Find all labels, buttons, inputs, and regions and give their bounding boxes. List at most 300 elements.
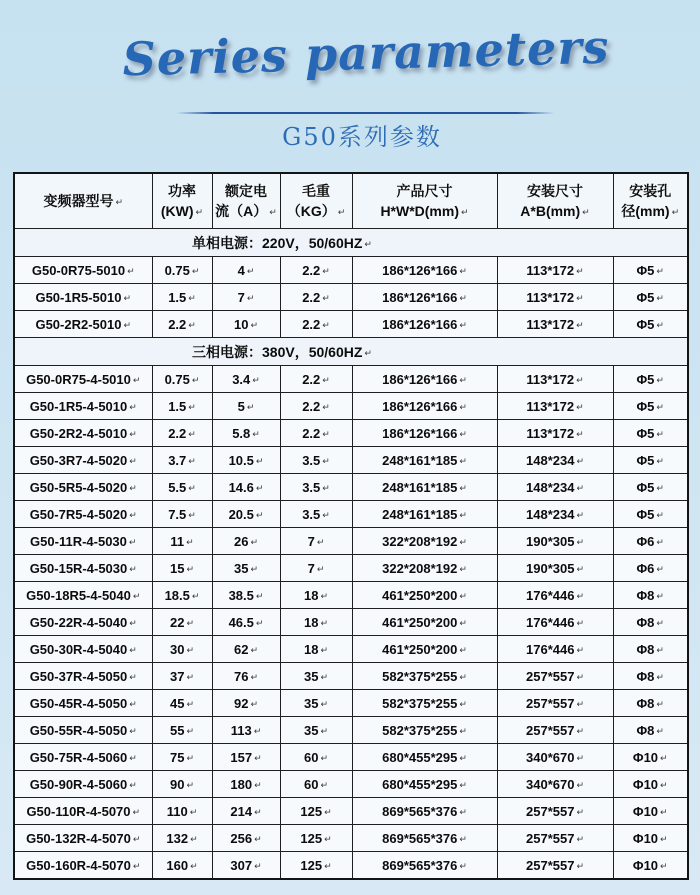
cell-text: 257*557: [526, 857, 575, 873]
cell-text: 15: [169, 560, 185, 576]
paragraph-mark: ↵: [115, 196, 124, 207]
cell-text: G50-37R-4-5050: [29, 668, 128, 684]
value-cell: [152, 744, 212, 771]
decorative-script-title: Series parameters: [121, 19, 611, 87]
cell-text: 186*126*166: [382, 398, 458, 414]
cell-text: 176*446: [526, 641, 575, 657]
cell-text: Φ10: [632, 749, 659, 765]
paragraph-mark: ↵: [254, 860, 262, 871]
cell-text: 148*234: [526, 479, 575, 495]
value-cell: [497, 663, 613, 690]
paragraph-mark: ↵: [320, 725, 328, 736]
value-cell: [613, 825, 688, 852]
paragraph-mark: ↵: [656, 292, 664, 303]
value-cell: [152, 717, 212, 744]
value-cell: [280, 257, 352, 284]
paragraph-mark: ↵: [252, 374, 260, 385]
model-cell: [14, 474, 152, 501]
paragraph-mark: ↵: [671, 207, 680, 217]
value-cell: [497, 717, 613, 744]
value-cell: [212, 825, 280, 852]
cell-text: 3.5: [302, 506, 321, 522]
model-cell: [14, 717, 152, 744]
paragraph-mark: ↵: [129, 617, 137, 628]
paragraph-mark: ↵: [320, 752, 328, 763]
paragraph-mark: ↵: [459, 428, 467, 439]
paragraph-mark: ↵: [660, 779, 668, 790]
paragraph-mark: ↵: [576, 265, 584, 276]
model-cell: [14, 257, 152, 284]
cell-text: 7: [237, 289, 245, 305]
paragraph-mark: ↵: [250, 698, 258, 709]
paragraph-mark: ↵: [364, 347, 372, 358]
paragraph-mark: ↵: [576, 860, 584, 871]
cell-text: 257*557: [526, 668, 575, 684]
cell-text: G50-0R75-5010: [31, 262, 126, 278]
paragraph-mark: ↵: [195, 207, 204, 217]
table-row: [14, 663, 688, 690]
cell-text: 18: [303, 641, 319, 657]
value-cell: [613, 366, 688, 393]
value-cell: [613, 555, 688, 582]
cell-text: 248*161*185: [382, 479, 458, 495]
paragraph-mark: ↵: [656, 374, 664, 385]
value-cell: [212, 771, 280, 798]
paragraph-mark: ↵: [576, 833, 584, 844]
cell-text: Φ5: [636, 371, 655, 387]
cell-text: 62: [233, 641, 249, 657]
value-cell: [613, 663, 688, 690]
value-cell: [613, 690, 688, 717]
paragraph-mark: ↵: [186, 779, 194, 790]
value-cell: [152, 825, 212, 852]
cell-text: G50-1R5-4-5010: [29, 398, 128, 414]
value-cell: [280, 447, 352, 474]
value-cell: [352, 257, 497, 284]
value-cell: [613, 717, 688, 744]
cell-text: 186*126*166: [382, 289, 458, 305]
paragraph-mark: ↵: [576, 374, 584, 385]
value-cell: [352, 311, 497, 338]
paragraph-mark: ↵: [129, 401, 137, 412]
spec-table-header: [14, 173, 688, 229]
cell-text: 113*172: [526, 262, 575, 278]
paragraph-mark: ↵: [129, 779, 137, 790]
value-cell: [280, 717, 352, 744]
paragraph-mark: ↵: [656, 401, 664, 412]
cell-text: 0.75: [164, 262, 190, 278]
cell-text: 113*172: [526, 398, 575, 414]
value-cell: [352, 393, 497, 420]
paragraph-mark: ↵: [576, 590, 584, 601]
cell-text: 76: [233, 668, 249, 684]
cell-text: 18: [303, 614, 319, 630]
value-cell: [352, 852, 497, 880]
value-cell: [152, 393, 212, 420]
cell-text: Φ6: [636, 560, 655, 576]
cell-text: 2.2: [302, 316, 321, 332]
header-row: [14, 173, 688, 229]
cell-text: G50-5R5-4-5020: [29, 479, 128, 495]
paragraph-mark: ↵: [656, 482, 664, 493]
table-row: [14, 636, 688, 663]
cell-text: 45: [169, 695, 185, 711]
cell-text: Φ5: [636, 452, 655, 468]
value-cell: [152, 798, 212, 825]
value-cell: [212, 528, 280, 555]
cell-text: G50-1R5-5010: [35, 289, 122, 305]
value-cell: [497, 311, 613, 338]
value-cell: [497, 582, 613, 609]
value-cell: [497, 825, 613, 852]
value-cell: [280, 284, 352, 311]
cell-text: 18.5: [164, 587, 190, 603]
paragraph-mark: ↵: [459, 265, 467, 276]
value-cell: [497, 771, 613, 798]
col-header-power: 功率 (KW) ↵: [152, 173, 212, 229]
value-cell: [212, 501, 280, 528]
cell-text: 7: [307, 533, 315, 549]
cell-text: 20.5: [228, 506, 254, 522]
value-cell: [212, 447, 280, 474]
cell-text: G50-15R-4-5030: [29, 560, 128, 576]
cell-text: 340*670: [526, 776, 575, 792]
paragraph-mark: ↵: [576, 401, 584, 412]
value-cell: [280, 609, 352, 636]
cell-text: Φ5: [636, 262, 655, 278]
col-header-weight: 毛重 （KG） ↵: [280, 173, 352, 229]
cell-text: 248*161*185: [382, 452, 458, 468]
paragraph-mark: ↵: [186, 536, 194, 547]
cell-text: Φ8: [636, 695, 655, 711]
cell-text: G50-132R-4-5070: [26, 830, 131, 846]
paragraph-mark: ↵: [254, 752, 262, 763]
cell-text: 680*455*295: [382, 776, 458, 792]
value-cell: [152, 555, 212, 582]
paragraph-mark: ↵: [129, 455, 137, 466]
model-cell: [14, 555, 152, 582]
value-cell: [613, 257, 688, 284]
cell-text: 2.2: [302, 371, 321, 387]
table-row: [14, 257, 688, 284]
paragraph-mark: ↵: [459, 779, 467, 790]
cell-text: 2.2: [168, 425, 187, 441]
value-cell: [212, 663, 280, 690]
paragraph-mark: ↵: [320, 698, 328, 709]
paragraph-mark: ↵: [127, 265, 135, 276]
cell-text: 1.5: [168, 289, 187, 305]
cell-text: G50-30R-4-5040: [29, 641, 128, 657]
cell-text: 3.7: [168, 452, 187, 468]
value-cell: [497, 528, 613, 555]
cell-text: 214: [230, 803, 253, 819]
spec-table-body: [14, 229, 688, 880]
paragraph-mark: ↵: [132, 806, 141, 817]
value-cell: [613, 420, 688, 447]
cell-text: 5.5: [168, 479, 187, 495]
cell-text: 3.5: [302, 479, 321, 495]
cell-text: 2.2: [302, 398, 321, 414]
table-row: [14, 690, 688, 717]
value-cell: [152, 420, 212, 447]
value-cell: [497, 474, 613, 501]
cell-text: 75: [169, 749, 185, 765]
paragraph-mark: ↵: [250, 319, 258, 330]
value-cell: [212, 690, 280, 717]
paragraph-mark: ↵: [128, 536, 137, 547]
paragraph-mark: ↵: [459, 455, 467, 466]
table-row: [14, 447, 688, 474]
value-cell: [613, 798, 688, 825]
cell-text: 176*446: [526, 614, 575, 630]
cell-text: G50-3R7-4-5020: [29, 452, 128, 468]
value-cell: [613, 771, 688, 798]
paragraph-mark: ↵: [459, 401, 467, 412]
cell-text: Φ8: [636, 641, 655, 657]
paragraph-mark: ↵: [459, 671, 467, 682]
value-cell: [352, 609, 497, 636]
cell-text: G50-18R5-4-5040: [26, 587, 131, 603]
value-cell: [352, 528, 497, 555]
table-row: [14, 582, 688, 609]
col-header-current: 额定电 流（A） ↵: [212, 173, 280, 229]
value-cell: [212, 393, 280, 420]
cell-text: Φ10: [632, 803, 659, 819]
cell-text: 60: [303, 776, 319, 792]
value-cell: [497, 852, 613, 880]
paragraph-mark: ↵: [656, 725, 664, 736]
value-cell: [352, 771, 497, 798]
paragraph-mark: ↵: [191, 265, 200, 276]
paragraph-mark: ↵: [254, 833, 262, 844]
paragraph-mark: ↵: [246, 265, 255, 276]
value-cell: [497, 284, 613, 311]
table-row: [14, 555, 688, 582]
cell-text: 10.5: [228, 452, 254, 468]
cell-text: 582*375*255: [382, 722, 458, 738]
value-cell: [613, 528, 688, 555]
paragraph-mark: ↵: [459, 806, 467, 817]
paragraph-mark: ↵: [582, 207, 590, 217]
paragraph-mark: ↵: [322, 319, 330, 330]
model-cell: [14, 663, 152, 690]
paragraph-mark: ↵: [254, 806, 262, 817]
cell-text: G50-90R-4-5060: [29, 776, 128, 792]
paragraph-mark: ↵: [320, 671, 328, 682]
paragraph-mark: ↵: [459, 482, 467, 493]
paragraph-mark: ↵: [188, 401, 196, 412]
paragraph-mark: ↵: [461, 207, 469, 217]
paragraph-mark: ↵: [255, 617, 264, 628]
paragraph-mark: ↵: [316, 563, 325, 574]
cell-text: 148*234: [526, 452, 575, 468]
cell-text: 869*565*376: [382, 857, 458, 873]
paragraph-mark: ↵: [459, 319, 467, 330]
value-cell: [497, 555, 613, 582]
value-cell: [280, 636, 352, 663]
paragraph-mark: ↵: [322, 374, 330, 385]
col-header-mount-size: 安装尺寸 A*B(mm) ↵: [497, 173, 613, 229]
paragraph-mark: ↵: [576, 536, 584, 547]
cell-text: 461*250*200: [382, 641, 458, 657]
cell-text: 4: [237, 262, 245, 278]
value-cell: [152, 609, 212, 636]
cell-text: 92: [233, 695, 249, 711]
paragraph-mark: ↵: [186, 725, 194, 736]
section-band-cell: [14, 338, 688, 366]
cell-text: G50-75R-4-5060: [29, 749, 128, 765]
value-cell: [352, 474, 497, 501]
model-cell: [14, 528, 152, 555]
value-cell: [613, 744, 688, 771]
value-cell: [613, 501, 688, 528]
cell-text: Φ5: [636, 316, 655, 332]
paragraph-mark: ↵: [269, 207, 277, 217]
cell-text: 46.5: [228, 614, 254, 630]
cell-text: 60: [303, 749, 319, 765]
paragraph-mark: ↵: [246, 401, 255, 412]
paragraph-mark: ↵: [660, 860, 668, 871]
paragraph-mark: ↵: [123, 319, 132, 330]
cell-text: G50-11R-4-5030: [30, 533, 127, 549]
paragraph-mark: ↵: [186, 698, 194, 709]
model-cell: [14, 690, 152, 717]
cell-text: 2.2: [302, 289, 321, 305]
value-cell: [613, 447, 688, 474]
table-row: [14, 852, 688, 880]
value-cell: [152, 284, 212, 311]
paragraph-mark: ↵: [188, 455, 196, 466]
paragraph-mark: ↵: [186, 563, 194, 574]
paragraph-mark: ↵: [188, 319, 196, 330]
cell-text: 869*565*376: [382, 830, 458, 846]
paragraph-mark: ↵: [186, 644, 194, 655]
cell-text: 148*234: [526, 506, 575, 522]
value-cell: [212, 852, 280, 880]
section-title: 单相电源：220V，50/60HZ: [192, 234, 363, 251]
value-cell: [152, 771, 212, 798]
paragraph-mark: ↵: [129, 509, 137, 520]
table-row: [14, 825, 688, 852]
model-cell: [14, 771, 152, 798]
paragraph-mark: ↵: [324, 860, 332, 871]
cell-text: 190*305: [526, 560, 575, 576]
paragraph-mark: ↵: [129, 644, 137, 655]
paragraph-mark: ↵: [132, 590, 141, 601]
value-cell: [613, 636, 688, 663]
paragraph-mark: ↵: [191, 374, 200, 385]
cell-text: 125: [300, 803, 323, 819]
cell-text: 2.2: [302, 262, 321, 278]
value-cell: [280, 393, 352, 420]
value-cell: [497, 690, 613, 717]
model-cell: [14, 636, 152, 663]
table-row: [14, 528, 688, 555]
cell-text: 90: [169, 776, 185, 792]
paragraph-mark: ↵: [576, 644, 584, 655]
paragraph-mark: ↵: [324, 833, 332, 844]
paragraph-mark: ↵: [320, 617, 328, 628]
cell-text: 190*305: [526, 533, 575, 549]
table-row: [14, 771, 688, 798]
value-cell: [152, 257, 212, 284]
cell-text: G50-110R-4-5070: [26, 803, 131, 819]
page-header: [0, 0, 700, 172]
paragraph-mark: ↵: [129, 752, 137, 763]
paragraph-mark: ↵: [660, 806, 668, 817]
cell-text: 113*172: [526, 425, 575, 441]
value-cell: [152, 582, 212, 609]
cell-text: 186*126*166: [382, 316, 458, 332]
paragraph-mark: ↵: [337, 207, 346, 217]
paragraph-mark: ↵: [129, 428, 137, 439]
cell-text: 186*126*166: [382, 262, 458, 278]
value-cell: [497, 609, 613, 636]
table-row: [14, 744, 688, 771]
paragraph-mark: ↵: [255, 455, 264, 466]
paragraph-mark: ↵: [656, 319, 664, 330]
cell-text: G50-45R-4-5050: [29, 695, 128, 711]
value-cell: [280, 501, 352, 528]
value-cell: [152, 447, 212, 474]
paragraph-mark: ↵: [576, 482, 584, 493]
paragraph-mark: ↵: [324, 806, 332, 817]
value-cell: [352, 663, 497, 690]
paragraph-mark: ↵: [576, 292, 584, 303]
cell-text: 14.6: [228, 479, 254, 495]
cell-text: 35: [303, 722, 319, 738]
value-cell: [280, 825, 352, 852]
cell-text: Φ5: [636, 506, 655, 522]
cell-text: 38.5: [228, 587, 254, 603]
paragraph-mark: ↵: [576, 563, 584, 574]
paragraph-mark: ↵: [576, 319, 584, 330]
paragraph-mark: ↵: [129, 725, 137, 736]
paragraph-mark: ↵: [459, 509, 467, 520]
paragraph-mark: ↵: [656, 509, 664, 520]
cell-text: 26: [233, 533, 249, 549]
model-cell: [14, 582, 152, 609]
cell-text: Φ10: [632, 830, 659, 846]
cell-text: Φ5: [636, 289, 655, 305]
value-cell: [152, 528, 212, 555]
section-band-row: [14, 338, 688, 366]
value-cell: [497, 366, 613, 393]
paragraph-mark: ↵: [316, 536, 325, 547]
cell-text: 322*208*192: [382, 560, 458, 576]
value-cell: [152, 474, 212, 501]
cell-text: 30: [169, 641, 185, 657]
value-cell: [280, 528, 352, 555]
value-cell: [212, 257, 280, 284]
value-cell: [280, 555, 352, 582]
cell-text: 5.8: [232, 425, 251, 441]
paragraph-mark: ↵: [364, 238, 372, 249]
cell-text: 257*557: [526, 722, 575, 738]
cell-text: 22: [169, 614, 185, 630]
value-cell: [280, 798, 352, 825]
paragraph-mark: ↵: [253, 725, 262, 736]
value-cell: [280, 311, 352, 338]
paragraph-mark: ↵: [188, 292, 196, 303]
paragraph-mark: ↵: [660, 833, 668, 844]
cell-text: 160: [166, 857, 189, 873]
cell-text: 10: [233, 316, 249, 332]
cell-text: G50-2R2-5010: [35, 316, 122, 332]
paragraph-mark: ↵: [186, 752, 194, 763]
value-cell: [352, 717, 497, 744]
paragraph-mark: ↵: [322, 265, 330, 276]
